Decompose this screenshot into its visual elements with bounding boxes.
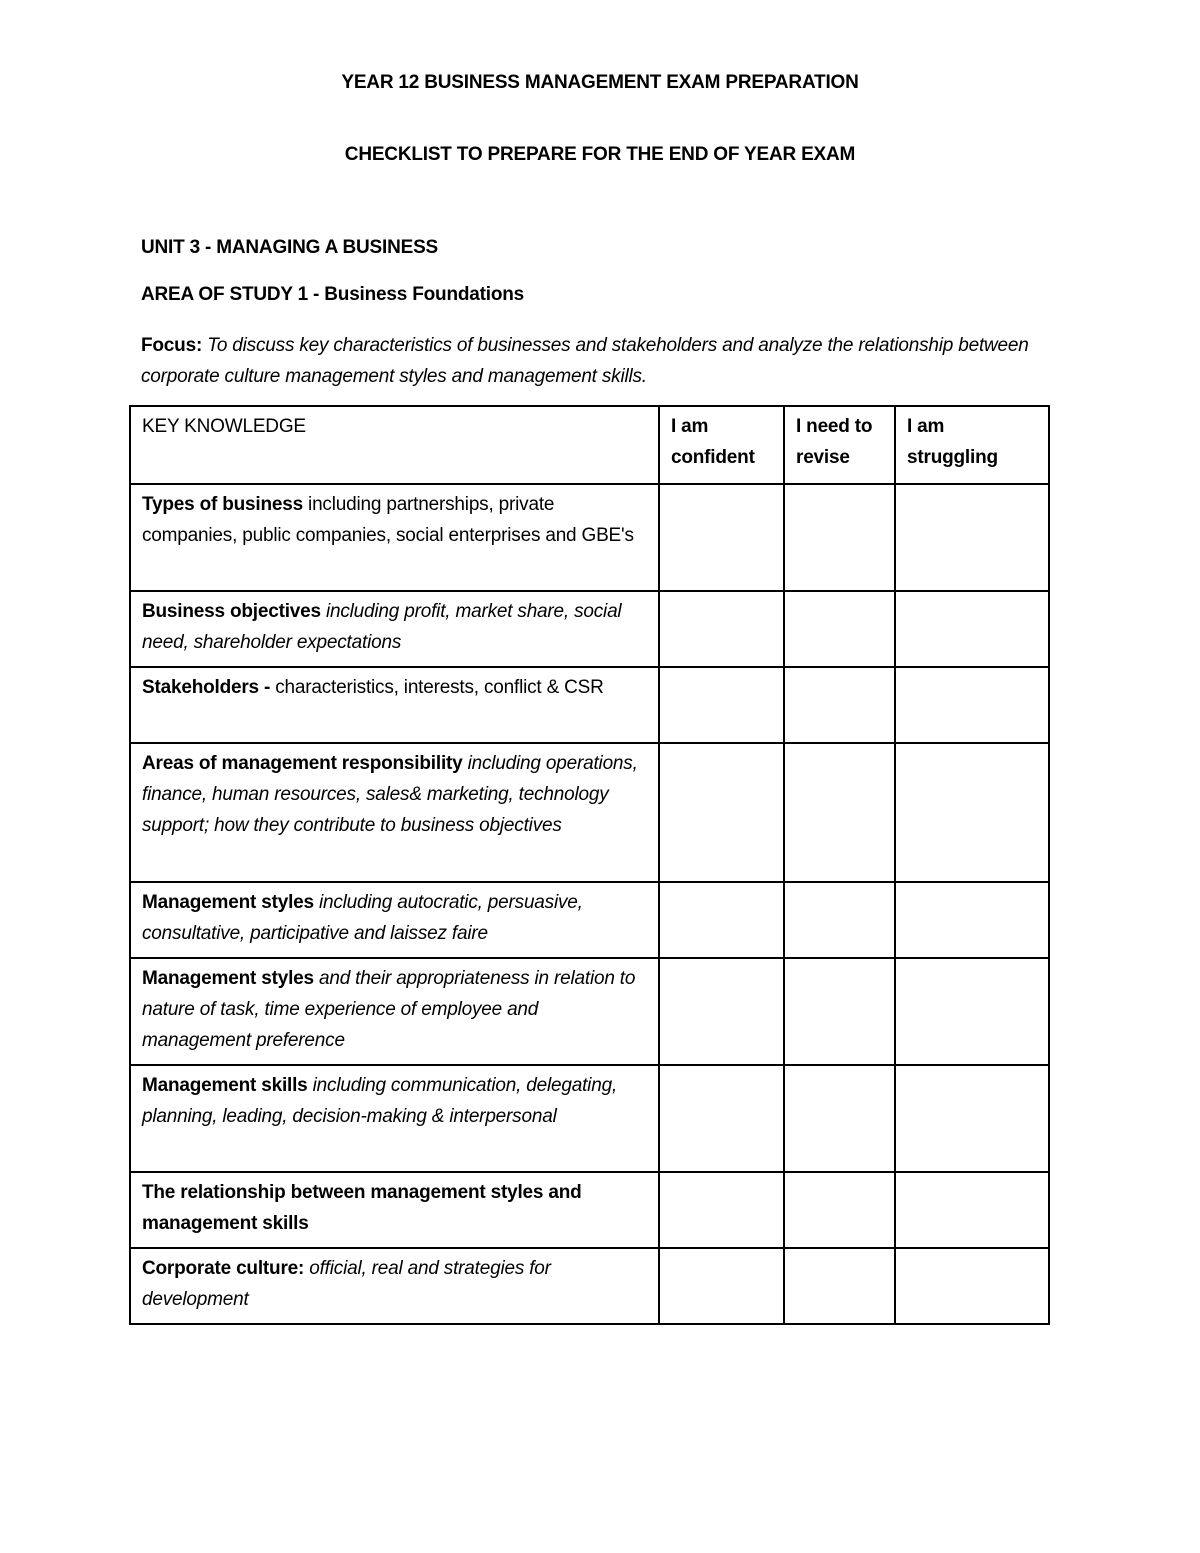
table-row <box>130 591 1049 667</box>
header-confident: I am confident <box>659 406 784 484</box>
revise-checkbox-cell[interactable] <box>784 882 895 958</box>
knowledge-cell: The relationship between management styles and management skills <box>130 1172 659 1248</box>
table-row <box>130 667 1049 743</box>
header-key-knowledge: KEY KNOWLEDGE <box>130 406 659 484</box>
header-struggling: I am struggling <box>895 406 1049 484</box>
table-row <box>130 1065 1049 1172</box>
confident-checkbox-cell[interactable] <box>659 667 784 743</box>
area-of-study-name: Business Foundations <box>324 284 525 305</box>
confident-checkbox-cell[interactable] <box>659 484 784 591</box>
document-title: YEAR 12 BUSINESS MANAGEMENT EXAM PREPARATION <box>341 72 859 93</box>
table-row <box>130 1248 1049 1324</box>
knowledge-cell: Types of business including partnerships, private companies, public companies, social enterprises and GBE's <box>130 484 659 591</box>
confident-checkbox-cell[interactable] <box>659 958 784 1065</box>
knowledge-cell: Management styles and their appropriateness in relation to nature of task, time experience of employee and management preference <box>130 958 659 1065</box>
revise-checkbox-cell[interactable] <box>784 1248 895 1324</box>
revise-checkbox-cell[interactable] <box>784 1065 895 1172</box>
focus-paragraph <box>141 330 1071 392</box>
unit-heading: UNIT 3 - MANAGING A BUSINESS <box>141 237 439 258</box>
table-header-row <box>130 406 1049 484</box>
revise-checkbox-cell[interactable] <box>784 484 895 591</box>
knowledge-cell: Management styles including autocratic, persuasive, consultative, participative and laissez faire <box>130 882 659 958</box>
confident-checkbox-cell[interactable] <box>659 882 784 958</box>
struggling-checkbox-cell[interactable] <box>895 591 1049 667</box>
table-row <box>130 484 1049 591</box>
area-of-study-label: AREA OF STUDY 1 - <box>141 284 325 305</box>
knowledge-cell: Business objectives including profit, market share, social need, shareholder expectations <box>130 591 659 667</box>
struggling-checkbox-cell[interactable] <box>895 667 1049 743</box>
document-subtitle: CHECKLIST TO PREPARE FOR THE END OF YEAR EXAM <box>344 144 856 165</box>
confident-checkbox-cell[interactable] <box>659 591 784 667</box>
table-row <box>130 882 1049 958</box>
struggling-checkbox-cell[interactable] <box>895 1172 1049 1248</box>
struggling-checkbox-cell[interactable] <box>895 743 1049 882</box>
knowledge-cell: Management skills including communication, delegating, planning, leading, decision-making & interpersonal <box>130 1065 659 1172</box>
knowledge-cell: Corporate culture: official, real and strategies for development <box>130 1248 659 1324</box>
table-row <box>130 958 1049 1065</box>
revise-checkbox-cell[interactable] <box>784 743 895 882</box>
struggling-checkbox-cell[interactable] <box>895 1248 1049 1324</box>
struggling-checkbox-cell[interactable] <box>895 1065 1049 1172</box>
struggling-checkbox-cell[interactable] <box>895 484 1049 591</box>
confident-checkbox-cell[interactable] <box>659 743 784 882</box>
knowledge-cell: Areas of management responsibility including operations, finance, human resources, sales& marketing, technology support; how they contribute to business objectives <box>130 743 659 882</box>
confident-checkbox-cell[interactable] <box>659 1248 784 1324</box>
focus-text: To discuss key characteristics of businesses and stakeholders and analyze the relationship between corporate culture management styles and management skills. <box>141 335 1029 387</box>
revise-checkbox-cell[interactable] <box>784 667 895 743</box>
confident-checkbox-cell[interactable] <box>659 1065 784 1172</box>
struggling-checkbox-cell[interactable] <box>895 882 1049 958</box>
header-revise: I need to revise <box>784 406 895 484</box>
table-row <box>130 743 1049 882</box>
focus-label: Focus: <box>141 335 203 356</box>
revise-checkbox-cell[interactable] <box>784 958 895 1065</box>
area-of-study-heading <box>141 284 524 306</box>
revise-checkbox-cell[interactable] <box>784 1172 895 1248</box>
confident-checkbox-cell[interactable] <box>659 1172 784 1248</box>
knowledge-cell: Stakeholders - characteristics, interests, conflict & CSR <box>130 667 659 743</box>
key-knowledge-table <box>129 405 1050 1325</box>
table-row <box>130 1172 1049 1248</box>
revise-checkbox-cell[interactable] <box>784 591 895 667</box>
struggling-checkbox-cell[interactable] <box>895 958 1049 1065</box>
